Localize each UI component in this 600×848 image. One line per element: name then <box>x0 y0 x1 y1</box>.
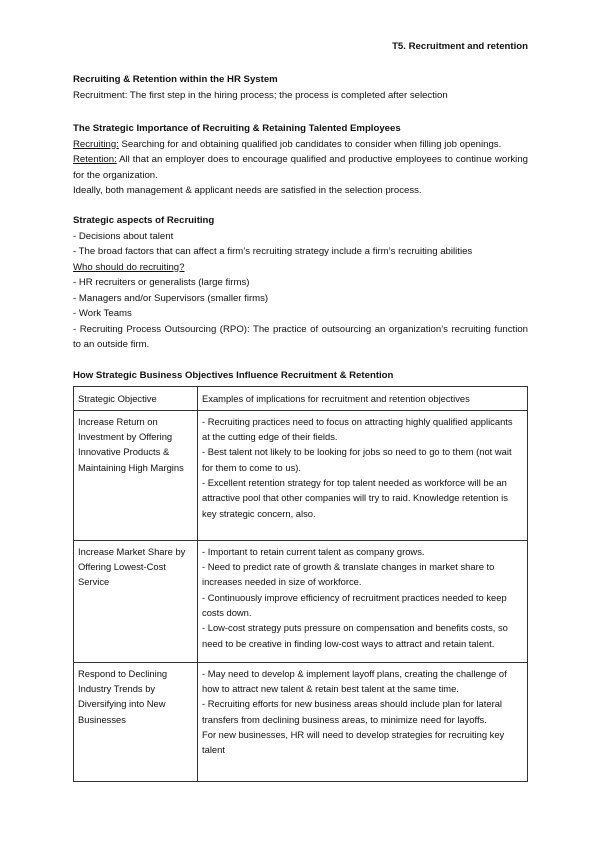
who-item: - Work Teams <box>73 308 132 319</box>
table-row <box>74 540 528 662</box>
aspect-line: - Decisions about talent <box>73 230 174 242</box>
objectives-table <box>73 386 528 782</box>
retention-definition <box>73 152 528 183</box>
aspect-line: - The broad factors that can affect a firm’s recruiting strategy include a firm’s recruiting abilities <box>73 246 473 257</box>
objective-cell: Respond to Declining Industry Trends by Diversifying into New Businesses <box>74 662 198 781</box>
implication-item: - Recruiting practices need to focus on attracting highly qualified applicants at the cutting edge of their fields. <box>202 415 513 443</box>
section-strategic-importance <box>73 121 528 199</box>
column-header-implications: Examples of implications for recruitment and retention objectives <box>198 386 528 410</box>
rpo-definition: - Recruiting Process Outsourcing (RPO): The practice of outsourcing an organization’s recruiting function to an outside firm. <box>73 323 528 350</box>
table-header-row <box>74 386 528 410</box>
implication-item: - Continuously improve efficiency of recruitment practices needed to keep costs down. <box>202 591 507 618</box>
who-item: - HR recruiters or generalists (large firms) <box>73 277 250 288</box>
section-hr-system <box>73 72 528 103</box>
implication-item: - Low-cost strategy puts pressure on compensation and benefits costs, so need to be creative in finding low-cost ways to attract and retain talent. <box>202 622 508 649</box>
section-objectives-table <box>73 368 528 782</box>
objective-cell: Increase Market Share by Offering Lowest-Cost Service <box>74 540 198 662</box>
document-header-title: T5. Recruitment and retention <box>392 41 528 52</box>
ideal-statement: Ideally, both management & applicant needs are satisfied in the selection process. <box>73 185 422 196</box>
recruiting-term: Recruiting: <box>73 138 119 150</box>
who-recruits-heading: Who should do recruiting? <box>73 261 185 273</box>
recruiting-def-text: Searching for and obtaining qualified job candidates to consider when filling job openings. <box>118 138 502 150</box>
recruitment-definition: Recruitment: The first step in the hiring process; the process is completed after selection <box>73 89 448 101</box>
implication-item: For new businesses, HR will need to develop strategies for recruiting key talent <box>202 728 505 756</box>
who-item: - Managers and/or Supervisors (smaller firms) <box>73 292 269 304</box>
implication-item: - May need to develop & implement layoff plans, creating the challenge of how to attract new talent & retain best talent at the same time. <box>202 667 507 695</box>
section-heading: Strategic aspects of Recruiting <box>73 215 215 226</box>
implications-cell <box>198 540 528 662</box>
implication-item: - Excellent retention strategy for top talent needed as workforce will be an attractive pool that other companies will try to raid. Knowledge retention is key strategic concern, also. <box>202 476 508 519</box>
section-strategic-aspects <box>73 213 528 353</box>
implications-cell <box>198 410 528 540</box>
implication-item: - Recruiting efforts for new business areas should include plan for lateral transfers from declining business areas, to minimize need for layoffs. <box>202 698 502 725</box>
objective-cell: Increase Return on Investment by Offering Innovative Products & Maintaining High Margins <box>74 410 198 540</box>
implication-item: - Need to predict rate of growth & translate changes in market share to increases needed in size of workforce. <box>202 561 495 588</box>
retention-def-text: All that an employer does to encourage qualified and productive employees to continue working for the organization. <box>73 154 528 181</box>
implication-item: - Best talent not likely to be looking for jobs so need to go to them (not wait for them to come to us). <box>202 446 512 473</box>
retention-term: Retention: <box>73 154 117 165</box>
section-heading: Recruiting & Retention within the HR System <box>73 74 278 85</box>
column-header-objective: Strategic Objective <box>74 386 198 410</box>
table-row <box>74 410 528 540</box>
table-row <box>74 662 528 781</box>
implications-cell <box>198 662 528 781</box>
section-heading: The Strategic Importance of Recruiting & Retaining Talented Employees <box>73 123 401 134</box>
implication-item: - Important to retain current talent as company grows. <box>202 545 425 557</box>
table-heading: How Strategic Business Objectives Influence Recruitment & Retention <box>73 370 394 381</box>
recruiting-definition <box>73 137 528 153</box>
